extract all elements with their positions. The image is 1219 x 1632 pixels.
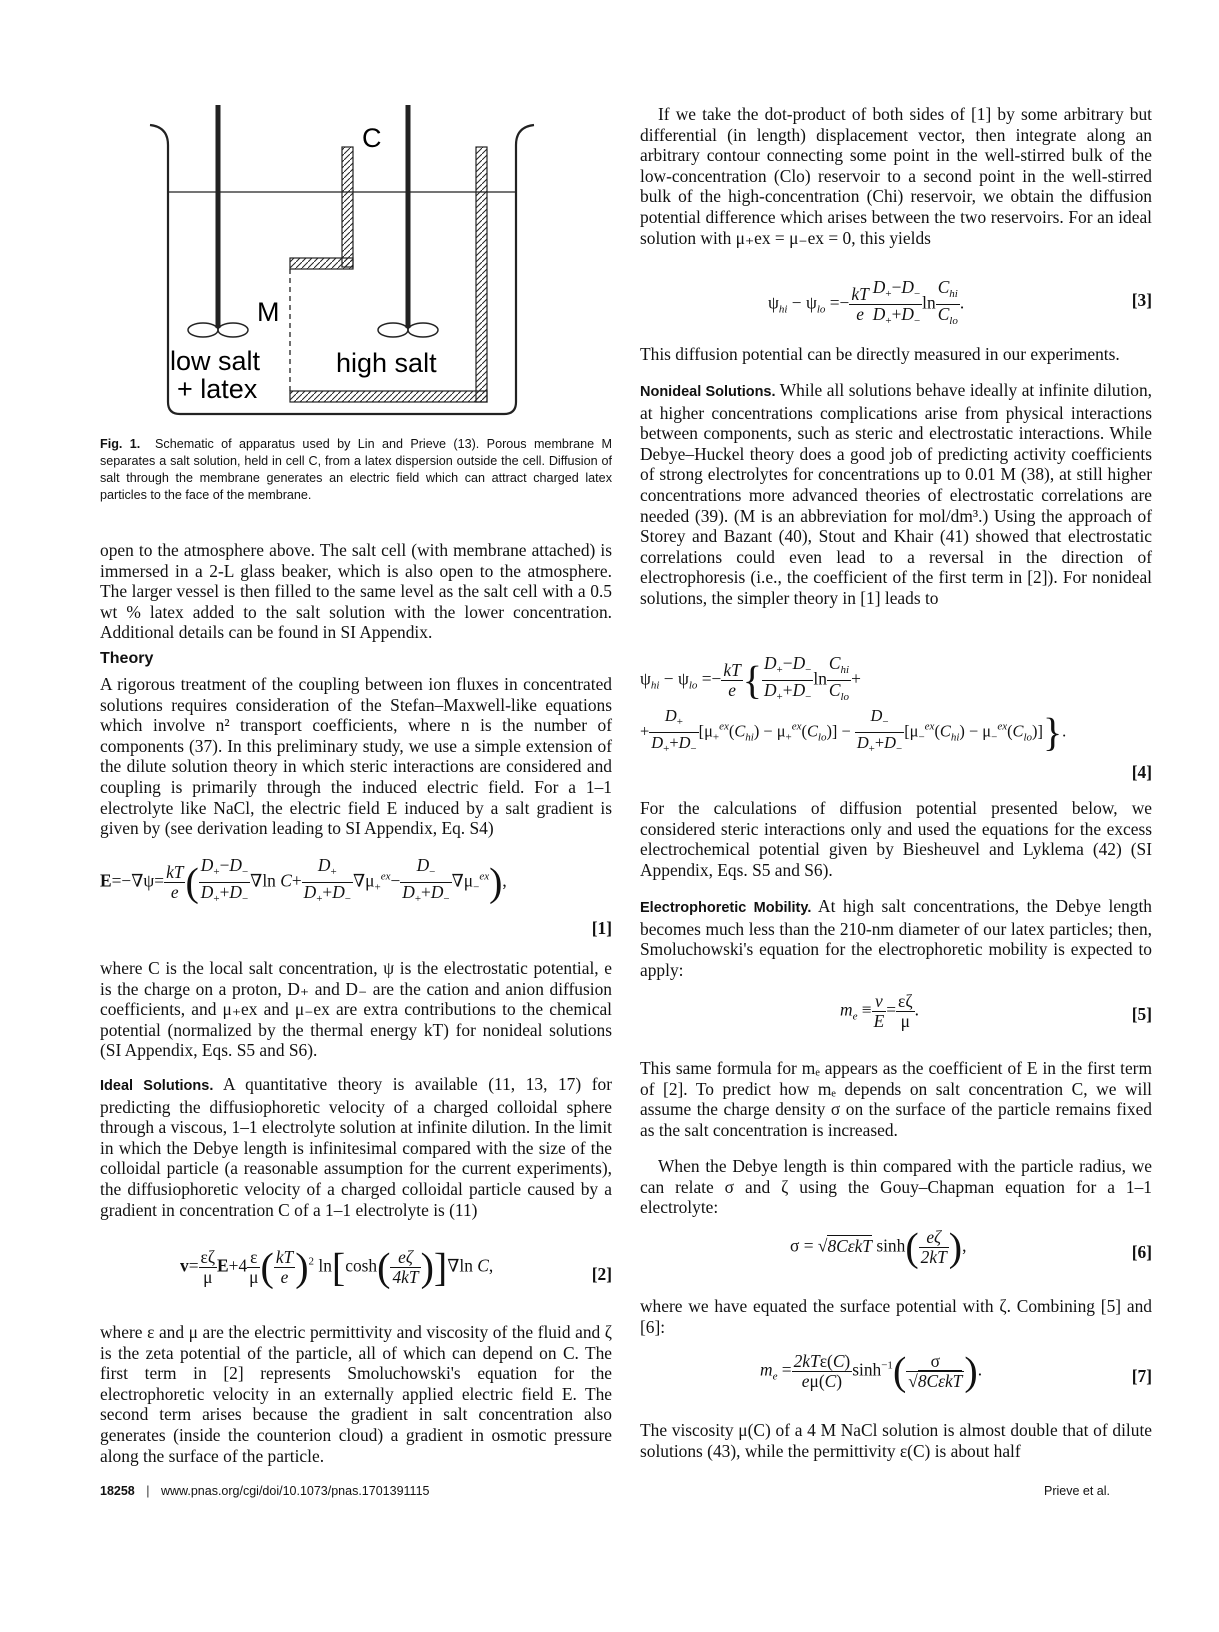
- eq1-number: [1]: [591, 918, 612, 938]
- para-where: where C is the local salt concentration, ψ is the electrostatic potential, e is the charge on a proton, D₊ and D₋ are the cation and anion diffusion coefficients, and μ₊ex and μ₋ex are extra contributions to the chemical potential (normalized by the thermal energy kT) for nonideal solutions (SI Appendix, Eqs. S5 and S6).: [100, 958, 612, 1061]
- label-low-salt: low salt: [170, 346, 261, 376]
- eq2-number: [2]: [591, 1264, 612, 1284]
- para-viscosity: The viscosity μ(C) of a 4 M NaCl solution is almost double that of dilute solutions (43), while the permittivity ε(C) is about half: [640, 1420, 1152, 1461]
- ideal-heading: Ideal Solutions.: [100, 1078, 214, 1094]
- equation-3: $\psi_{hi} - \psi_{lo}$ =− $\frac{kT}{e}$ $\frac{D_+-D_-}{D_++D_-}$ ln $\frac{C_{hi}}{C_{lo}}$ . [3]: [768, 277, 1152, 327]
- equation-1: E=−∇ψ= $\frac{kT}{e}$ ( $\frac{D_+-D_-}{D_++D_-}$ ∇ln C+ $\frac{D_+}{D_++D_-}$ $\nabla\mu_+^{ex}-$ $\frac{D_-}{D_++D_-}$ $\nabla\mu_-^{ex}$), [1]: [100, 855, 612, 938]
- para-where2: where ε and μ are the electric permittivity and viscosity of the fluid and ζ is the zeta potential of the particle, all of which can depend on C. The first term in [2] represents Smoluchowski's equation for the electrophoretic velocity in an externally applied electric field E. The second term arises because the gradient in salt concentration also generates (inside the counterion cloud) a gradient in osmotic pressure along the surface of the particle.: [100, 1322, 612, 1466]
- para-open: open to the atmosphere above. The salt cell (with membrane attached) is immersed in a 2-L glass beaker, which is also open to the atmosphere. The larger vessel is then filled to the same level as the salt cell with a 0.5 wt % latex added to the salt solution with the lower concentration. Additional details can be found in SI Appendix.: [100, 540, 612, 643]
- cell-c-step: [290, 258, 353, 269]
- para-calc: For the calculations of diffusion potential presented below, we considered steric interactions only and used the equations for the excess electrochemical potential given by Biesheuvel and Lyklema (42) (SI Appendix, Eqs. S5 and S6).: [640, 798, 1152, 880]
- equation-2: v= $\frac{\varepsilon\zeta}{\mu}$ E+4 $\frac{\varepsilon}{\mu}$ ( $\frac{kT}{e}$ )$^2$ ln[cosh( $\frac{e\zeta}{4kT}$ )]∇ln C, [2]: [180, 1244, 612, 1290]
- para-electro: Electrophoretic Mobility. At high salt concentrations, the Debye length becomes much less than the 210-nm diameter of our latex particles; then, Smoluchowski's equation for the electrophoretic mobility is expected to apply:: [640, 896, 1153, 980]
- figure-1-apparatus: [140, 100, 540, 430]
- equation-7: $m_e$ = $\frac{\text{2kTε(C)}}{e\mu(C)}$ $\sinh^{-1}$( $\frac{\sigma}{\text{√8CεkT}}$ ). [7]: [760, 1348, 1152, 1394]
- label-latex: + latex: [177, 374, 258, 404]
- theory-heading: Theory: [100, 650, 154, 667]
- electro-heading: Electrophoretic Mobility.: [640, 900, 812, 916]
- para-theory: A rigorous treatment of the coupling between ion fluxes in concentrated solutions requires consideration of the Stefan–Maxwell-like equations which involve n² transport coefficients, where n is the number of components (37). In this preliminary study, we use a simple extension of the dilute solution theory in which steric interactions are considered and coupling is primarily through the induced electric field. For a 1–1 electrolyte like NaCl, the electric field E induced by a salt gradient is given by (see derivation leading to SI Appendix, Eq. S4): [100, 674, 612, 839]
- para-measured: This diffusion potential can be directly measured in our experiments.: [640, 344, 1120, 364]
- para-debye: When the Debye length is thin compared with the particle radius, we can relate σ and ζ using the Gouy–Chapman equation for a 1–1 electrolyte:: [640, 1156, 1152, 1218]
- caption-text: Schematic of apparatus used by Lin and Prieve (13). Porous membrane M separates a salt solution, held in cell C, from a latex dispersion outside the cell. Diffusion of salt through the membrane generates an electric field which can attract charged latex particles to the face of the membrane.: [100, 437, 612, 502]
- para-equated: where we have equated the surface potential with ζ. Combining [5] and [6]:: [640, 1296, 1152, 1337]
- eq3-number: [3]: [1131, 290, 1152, 310]
- cell-c-inner-wall: [342, 147, 353, 267]
- eq5-number: [5]: [1131, 1004, 1152, 1024]
- eq7-number: [7]: [1131, 1366, 1152, 1386]
- cell-c-bottom: [290, 391, 487, 402]
- figure-caption: [100, 436, 612, 504]
- para-formula: This same formula for mₑ appears as the coefficient of E in the first term of [2]. To predict how mₑ depends on salt concentration C, we will assume the charge density σ on the surface of the particle remains fixed as the salt concentration is increased.: [640, 1058, 1152, 1140]
- para-dot: If we take the dot-product of both sides of [1] by some arbitrary but differential (in length) displacement vector, then integrate along an arbitrary contour connecting some point in the well-stirred bulk of the low-concentration (Clo) reservoir to a second point in the well-stirred bulk of the high-concentration (Chi) reservoir, we obtain the diffusion potential difference which arises between the two reservoirs. For an ideal solution with μ₊ex = μ₋ex = 0, this yields: [640, 104, 1152, 248]
- eq6-number: [6]: [1131, 1242, 1152, 1262]
- cell-c-right-wall: [476, 147, 487, 402]
- caption-label: Fig. 1.: [100, 437, 141, 451]
- label-high-salt: high salt: [336, 348, 437, 378]
- doi-link[interactable]: www.pnas.org/cgi/doi/10.1073/pnas.1701391115: [160, 1484, 430, 1498]
- label-c: C: [362, 123, 382, 153]
- equation-5: $m_e$ ≡ $\frac{v}{E}$ = $\frac{\varepsilon\zeta}{\mu}$ . [5]: [840, 991, 1152, 1031]
- footer-author: Prieve et al.: [1043, 1484, 1110, 1498]
- equation-6: σ = √8CεkT sinh( $\frac{e\zeta}{2kT}$ ), [6]: [790, 1224, 1152, 1270]
- para-nonideal: Nonideal Solutions. While all solutions behave ideally at infinite dilution, at higher concentrations complications arise from physical interactions between components, such as steric and electrostatic interactions. While Debye–Huckel theory does a good job of predicting activity coefficients of strong electrolytes for concentrations up to 0.01 M (38), at still higher concentrations more advanced theories of electrostatic correlations are needed (39). (M is an abbreviation for mol/dm³.) Using the approach of Storey and Bazant (40), Stout and Khair (41) showed that electrostatic correlations could even lead to a reversal in the direction of electrophoresis (i.e., the coefficient of the first term in [2]). For nonideal solutions, the simpler theory in [1] leads to: [640, 380, 1152, 608]
- label-m: M: [257, 297, 280, 327]
- equation-4: $\psi_{hi} - \psi_{lo}$ =− $\frac{kT}{e}$ { $\frac{D_+-D_-}{D_++D_-}$ ln $\frac{C_{hi}}{C_{lo}}$ + + $\frac{D_+}{D_++D_-}$ $[\mu_+^{ex}(C_{hi}) - \mu_+^{ex}(C_{lo})]$ − $\frac{D_-}{D_++D_-}$ $[\mu_-^{ex}(C_{hi}) - \mu_-^{ex}(C_{lo})]$}. [4]: [640, 653, 1152, 782]
- page-number: 18258: [100, 1484, 135, 1498]
- page-footer: 18258 | www.pnas.org/cgi/doi/10.1073/pnas.1701391115 Prieve et al.: [100, 1484, 1110, 1498]
- eq4-number: [4]: [1131, 762, 1152, 782]
- nonideal-heading: Nonideal Solutions.: [640, 384, 776, 400]
- para-ideal: Ideal Solutions. A quantitative theory is available (11, 13, 17) for predicting the diffusiophoretic velocity of a charged colloidal sphere through a viscous, 1–1 electrolyte solution at infinite dilution. In the limit in which the Debye length is infinitesimal compared with the size of the colloidal particle (a reasonable assumption for the current experiments), the diffusiophoretic velocity of a charged colloidal particle caused by a gradient in concentration C of a 1–1 electrolyte is (11): [100, 1074, 612, 1220]
